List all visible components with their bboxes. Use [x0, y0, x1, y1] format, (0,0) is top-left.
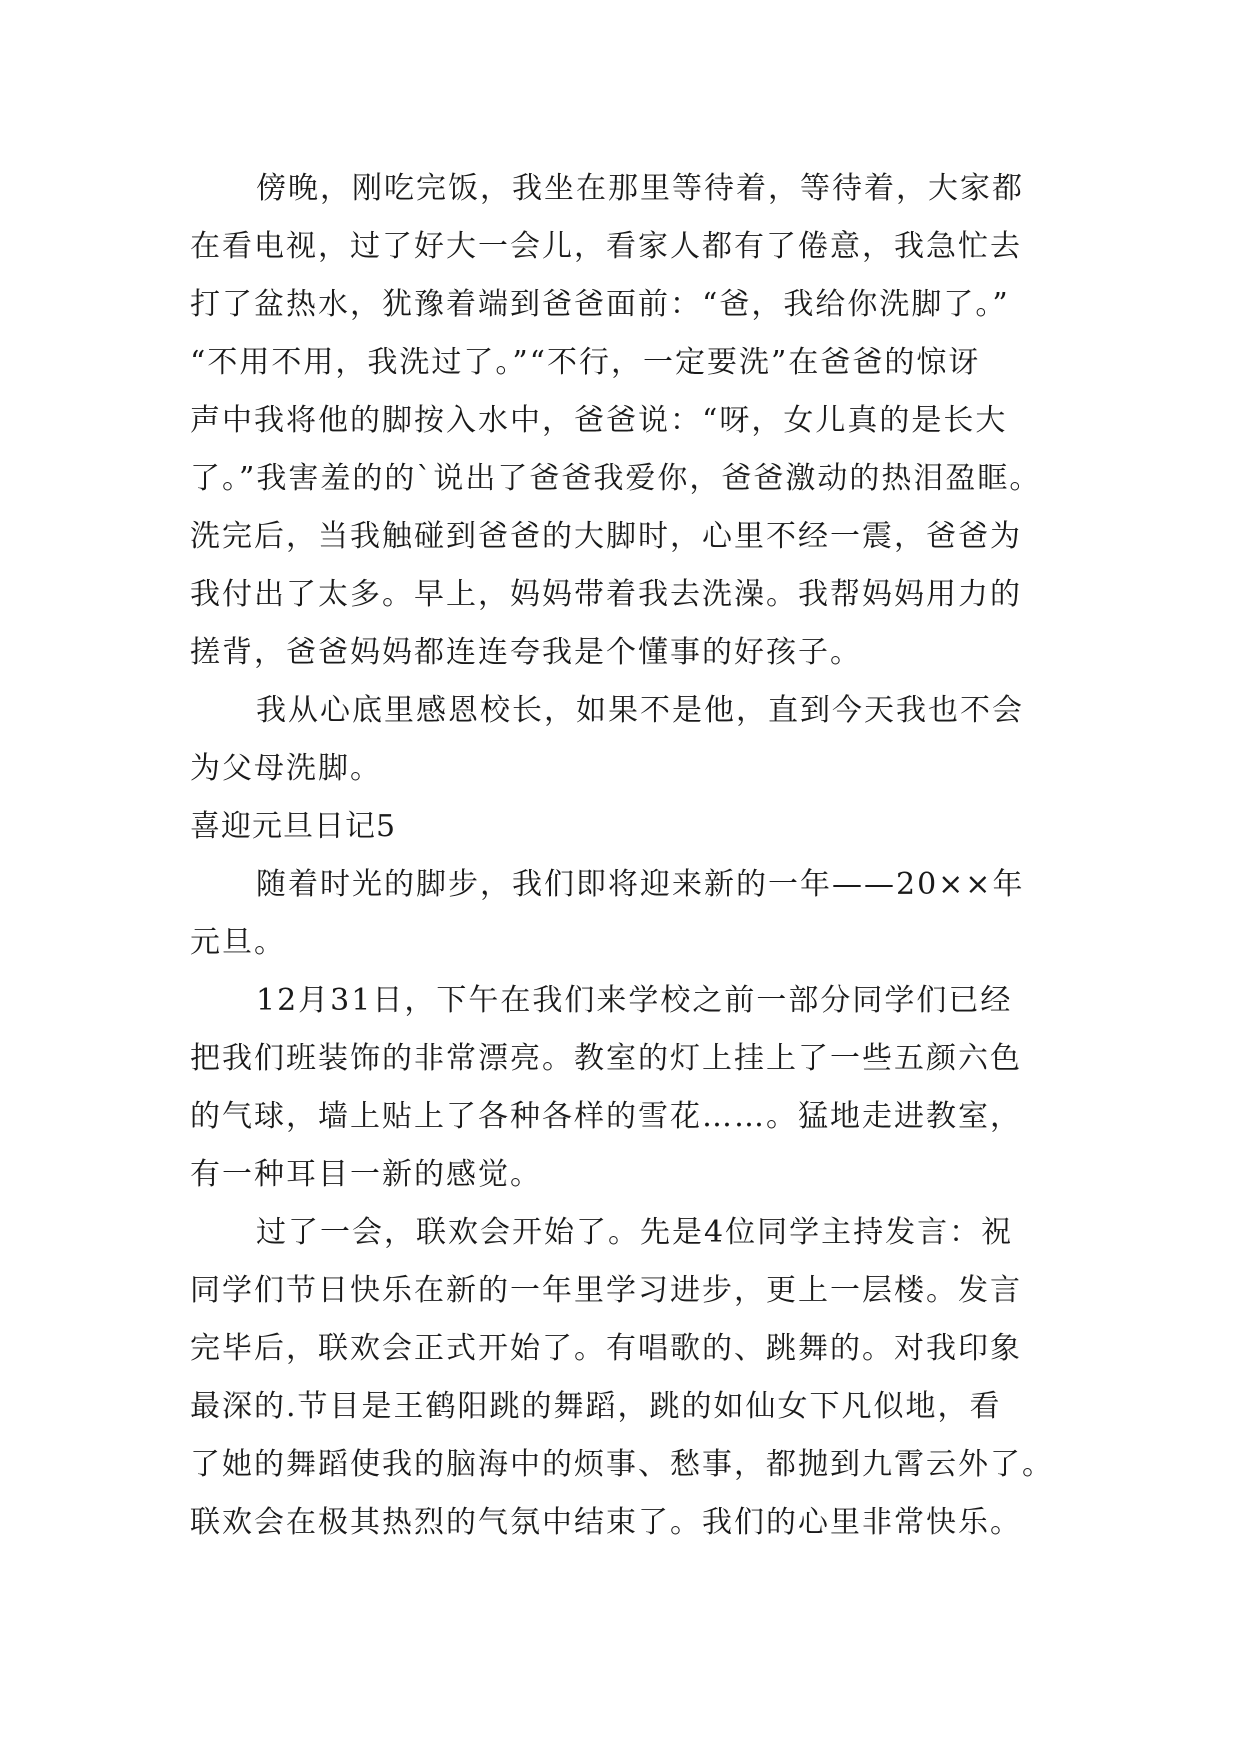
text-line: 最深的.节目是王鹤阳跳的舞蹈，跳的如仙女下凡似地，看: [190, 1389, 1002, 1424]
text-line: 搓背，爸爸妈妈都连连夸我是个懂事的好孩子。: [190, 635, 862, 670]
text-line: 了。”我害羞的的`说出了爸爸我爱你，爸爸激动的热泪盈眶。: [190, 461, 1042, 496]
text-line: 我从心底里感恩校长，如果不是他，直到今天我也不会: [256, 693, 1024, 728]
text-line: 12月31日，下午在我们来学校之前一部分同学们已经: [256, 983, 1013, 1018]
text-line: “不用不用，我洗过了。”“不行，一定要洗”在爸爸的惊讶: [190, 345, 981, 380]
text-line: 打了盆热水，犹豫着端到爸爸面前：“爸，我给你洗脚了。”: [190, 287, 1010, 322]
text-line: 了她的舞蹈使我的脑海中的烦事、愁事，都抛到九霄云外了。: [190, 1447, 1054, 1482]
text-line: 过了一会，联欢会开始了。先是4位同学主持发言：祝: [256, 1215, 1014, 1250]
text-line: 傍晚，刚吃完饭，我坐在那里等待着，等待着，大家都: [256, 171, 1024, 206]
text-line: 随着时光的脚步，我们即将迎来新的一年——20××年: [256, 867, 1025, 902]
paragraph-new-year: [190, 856, 1072, 972]
text-line: 声中我将他的脚按入水中，爸爸说：“呀，女儿真的是长大: [190, 403, 1008, 438]
paragraph-party: [190, 1204, 1072, 1552]
text-line: 完毕后，联欢会正式开始了。有唱歌的、跳舞的。对我印象: [190, 1331, 1022, 1366]
text-line: 同学们节日快乐在新的一年里学习进步，更上一层楼。发言: [190, 1273, 1022, 1308]
text-line: 的气球，墙上贴上了各种各样的雪花……。猛地走进教室，: [190, 1099, 1022, 1134]
text-line: 联欢会在极其热烈的气氛中结束了。我们的心里非常快乐。: [190, 1505, 1022, 1540]
text-line: 把我们班装饰的非常漂亮。教室的灯上挂上了一些五颜六色: [190, 1041, 1022, 1076]
text-line: 为父母洗脚。: [190, 751, 382, 786]
paragraph-foot-washing: [190, 160, 1072, 682]
text-line: 元旦。: [190, 925, 286, 960]
paragraph-classroom: [190, 972, 1072, 1204]
text-line: 我付出了太多。早上，妈妈带着我去洗澡。我帮妈妈用力的: [190, 577, 1022, 612]
section-heading: [190, 798, 1072, 856]
heading-text: 喜迎元旦日记5: [190, 809, 397, 844]
text-line: 有一种耳目一新的感觉。: [190, 1157, 542, 1192]
text-line: 在看电视，过了好大一会儿，看家人都有了倦意，我急忙去: [190, 229, 1022, 264]
document-body: [190, 160, 1072, 1552]
paragraph-gratitude: [190, 682, 1072, 798]
text-line: 洗完后，当我触碰到爸爸的大脚时，心里不经一震，爸爸为: [190, 519, 1022, 554]
